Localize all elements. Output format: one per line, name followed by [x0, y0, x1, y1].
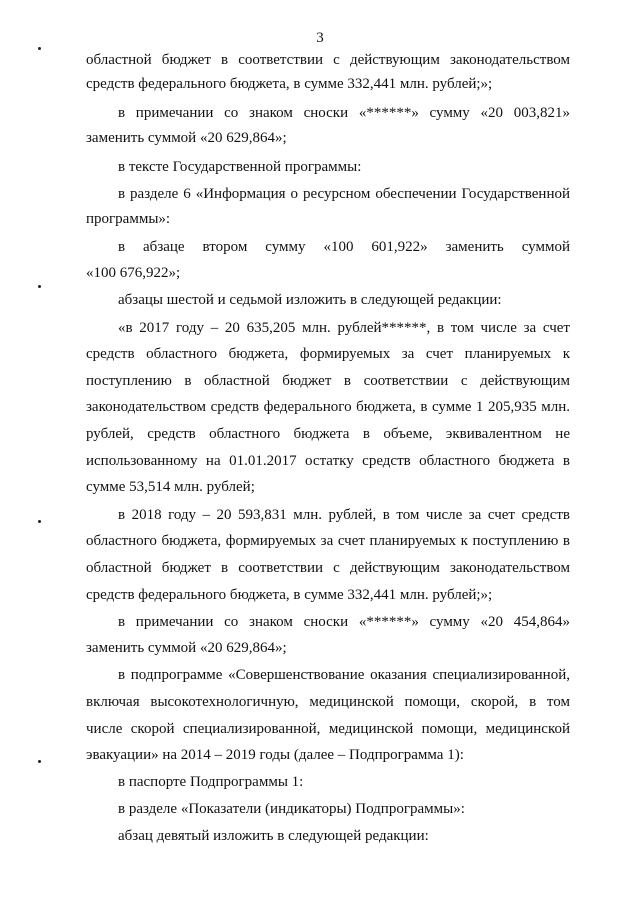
text-line: в примечании со знаком сноски «******» сумму «20 003,821»	[118, 105, 570, 121]
text-line: абзацы шестой и седьмой изложить в следующей редакции:	[118, 292, 502, 308]
text-line: сумме 53,514 млн. рублей;	[86, 479, 255, 495]
text-line: рублей, средств областного бюджета в объеме, эквивалентном не	[86, 426, 570, 442]
text-line: в паспорте Подпрограммы 1:	[118, 774, 304, 790]
text-line: заменить суммой «20 629,864»;	[86, 130, 287, 146]
text-line: средств федерального бюджета, в сумме 332,441 млн. рублей;»;	[86, 76, 493, 92]
text-line: в разделе «Показатели (индикаторы) Подпрограммы»:	[118, 801, 465, 817]
margin-mark	[38, 760, 41, 763]
text-line: использованному на 01.01.2017 остатку средств областного бюджета в	[86, 453, 570, 469]
text-line: программы»:	[86, 211, 171, 227]
text-line: эвакуации» на 2014 – 2019 годы (далее – Подпрограмма 1):	[86, 747, 464, 763]
text-line: законодательством средств федерального бюджета, в сумме 1 205,935 млн.	[86, 399, 570, 415]
text-line: «в 2017 году – 20 635,205 млн. рублей******, в том числе за счет	[118, 320, 570, 336]
text-line: областной бюджет в соответствии с действующим законодательством	[86, 560, 570, 576]
text-line: в 2018 году – 20 593,831 млн. рублей, в том числе за счет средств	[118, 507, 570, 523]
text-line: в примечании со знаком сноски «******» сумму «20 454,864»	[118, 614, 570, 630]
text-line: средств федерального бюджета, в сумме 332,441 млн. рублей;»;	[86, 587, 493, 603]
text-line: в подпрограмме «Совершенствование оказания специализированной,	[118, 667, 570, 683]
margin-mark	[38, 47, 41, 50]
text-line: заменить суммой «20 629,864»;	[86, 640, 287, 656]
text-line: «100 676,922»;	[86, 265, 181, 281]
page-number: 3	[316, 30, 324, 46]
text-line: абзац девятый изложить в следующей редакции:	[118, 828, 429, 844]
margin-mark	[38, 285, 41, 288]
text-line: областного бюджета, формируемых за счет планируемых к поступлению в	[86, 533, 570, 549]
text-line: поступлению в областной бюджет в соответствии с действующим	[86, 373, 570, 389]
text-line: включая высокотехнологичную, медицинской помощи, скорой, в том	[86, 694, 570, 710]
text-line: в тексте Государственной программы:	[118, 159, 362, 175]
text-line: в абзаце втором сумму «100 601,922» заменить суммой	[118, 239, 570, 255]
text-line: областной бюджет в соответствии с действующим законодательством	[86, 52, 570, 68]
text-line: средств областного бюджета, формируемых за счет планируемых к	[86, 346, 570, 362]
text-line: в разделе 6 «Информация о ресурсном обеспечении Государственной	[118, 186, 570, 202]
margin-mark	[38, 520, 41, 523]
text-line: числе скорой специализированной, медицинской помощи, медицинской	[86, 721, 570, 737]
